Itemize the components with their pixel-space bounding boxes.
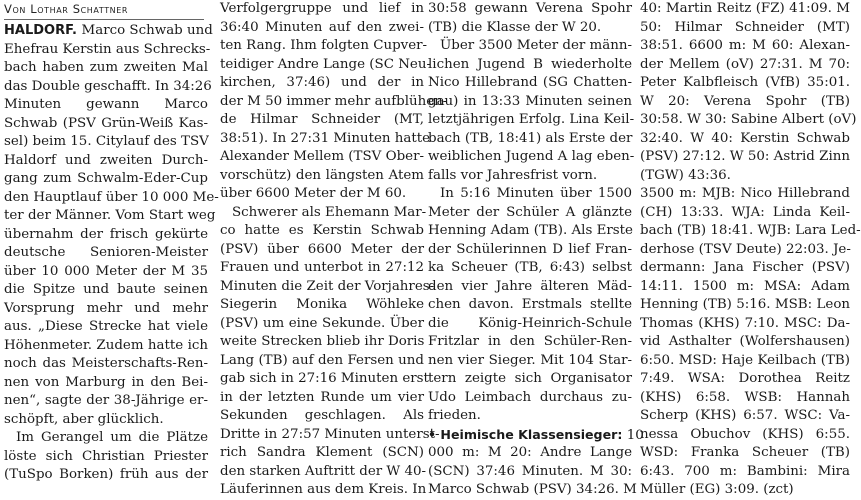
line-text: Läuferinnen aus dem Kreis. In [220,482,427,497]
text-line [4,244,208,263]
line-text: letztjährigen Erfolg. Lina Keil- [428,112,635,127]
text-line [220,259,424,278]
text-line [220,148,424,167]
text-line [220,389,424,408]
text-line [4,318,208,337]
line-text: Henning Adam (TB). Als Erste [428,223,633,238]
text-line [4,133,208,152]
line-text: (CH) 13:33. WJA: Linda Keil- [640,204,850,220]
line-text: ter der Männer. Vom Start weg [4,208,216,223]
line-text: lichen Jugend B wiederholte [428,56,632,72]
text-line [428,444,632,463]
text-line [640,259,850,278]
text-line [640,463,850,482]
text-line [4,448,208,467]
line-text: derhose (TSV Deute) 22:03. Je- [640,241,851,257]
line-text: nen von Marburg in den Bei- [4,374,208,390]
line-text: 40: Martin Reitz (FZ) 41:09. M [640,1,850,16]
line-text: 50: Hilmar Schneider (MT) [640,19,850,35]
line-text: teidiger Andre Lange (SC Neu- [220,56,431,72]
text-line [220,426,440,445]
text-line [640,370,850,389]
text-line [4,411,208,430]
line-text: ka Scheuer (TB, 6:43) selbst [428,260,632,275]
line-text: Schwerer als Ehemann Mar- [232,204,427,220]
text-line [220,167,424,186]
text-line [220,93,448,112]
line-text: Verfolgergruppe und lief in [220,1,424,16]
text-line [640,352,850,371]
line-text: (TB) die Klasse der W 20. [428,19,602,35]
line-text: falls vor Jahresfrist vorn. [428,167,598,183]
text-line [220,130,431,149]
text-line [640,278,850,297]
line-text: Thomas (KHS) 7:10. MSC: Da- [640,315,850,331]
line-text: bach (TB) 18:41. WJB: Lara Led- [640,223,861,238]
line-text: den starken Auftritt der W 40- [220,463,427,479]
text-line [640,0,850,19]
text-line [640,222,861,241]
line-text: frieden. [428,408,481,423]
line-text: W 20: Verena Spohr (TB) [640,93,850,109]
line-text: vorschütz) den längsten Atem [220,167,424,183]
text-line [220,111,424,130]
line-text: Schwab (PSV Grün-Weiß Kas- [4,115,208,131]
text-line [220,407,424,426]
text-line [640,389,850,408]
line-text: Haldorf und zweiten Durch- [4,152,208,168]
line-text: ten Rang. Ihm folgten Cupver- [220,38,428,53]
text-line [428,352,632,371]
line-text: kirchen, 37:46) und der in [220,75,424,90]
article-column-4 [640,0,861,500]
text-line [640,148,850,167]
line-text: (TGW) 43:36. [640,167,731,183]
line-text: der Schülerinnen D lief Fran- [428,241,632,257]
dateline: HALDORF. [4,23,82,38]
article-column-2 [220,0,448,500]
line-text: (PSV) über 6600 Meter der [220,241,424,257]
text-line [428,426,644,445]
line-text: über 10 000 Meter der M 35 [4,263,208,279]
text-line [640,315,850,334]
article-column-1 [4,22,219,485]
line-text: 6:43. 700 m: Bambini: Mira [640,463,850,479]
text-line [428,370,632,389]
line-text: schöpft, aber glücklich. [4,411,164,427]
line-text: 38:51). In 27:31 Minuten hatte [220,130,431,146]
text-line [4,392,208,411]
line-text: Ehefrau Kerstin aus Schrecks- [4,41,211,57]
text-line [640,19,850,38]
line-text: WSD: Franka Scheuer (TB) [640,445,850,460]
text-line [4,466,208,485]
line-text: gau) in 13:33 Minuten seinen [428,93,632,109]
text-line [4,115,208,134]
line-text: Vorsprung mehr und mehr [4,300,208,316]
text-line [4,41,211,60]
text-line [4,355,208,374]
article-column-3 [428,0,644,500]
line-text: Lang (TB) auf den Fersen und [220,352,424,368]
line-text: der Mellem (oV) 27:31. M 70: [640,56,850,72]
text-line [640,241,850,260]
line-text: (PSV) um eine Sekunde. Über [220,315,424,331]
text-line [220,74,424,93]
line-text: Siegerin Monika Wöhleke [220,297,424,312]
text-line [428,74,632,93]
line-text: noch das Meisterschafts-Ren- [4,356,208,371]
line-text: Frauen und unterbot in 27:12 [220,260,424,275]
text-line [220,185,424,204]
text-line [220,352,424,371]
text-line [428,481,637,500]
text-line [428,19,632,38]
line-text: dermann: Jana Fischer (PSV) [640,260,850,275]
line-text: sel) beim 15. Citylauf des TSV [4,134,209,149]
line-text: In 5:16 Minuten über 1500 [440,186,632,201]
line-text: Marco Schwab (PSV) 34:26. M [428,482,637,497]
line-text: bach haben zum zweiten Mal [4,60,208,75]
line-text: Sekunden geschlagen. Als [220,408,424,423]
text-line [428,37,632,56]
line-text: 6:50. MSD: Haje Keilbach (TB) [640,352,850,368]
text-line [220,19,424,38]
text-line [640,426,850,445]
text-line [220,37,428,56]
text-line [4,281,208,300]
line-text: 36:40 Minuten auf den zwei- [220,19,424,35]
text-line [220,481,427,500]
text-line [428,333,632,352]
line-text: löste sich Christian Priester [4,448,208,464]
line-text: Henning (TB) 5:16. MSB: Leon [640,297,850,312]
text-line [4,59,208,78]
text-line [640,444,850,463]
text-line [220,278,435,297]
line-text: das Double geschafft. In 34:26 [4,78,212,94]
line-text: Müller (EG) 3:09. (zct) [640,482,794,497]
text-line [640,204,850,223]
line-text: 30:58. W 30: Sabine Albert (oV) [640,112,857,127]
text-line [428,463,632,482]
text-line [640,481,850,500]
text-line [4,226,208,245]
text-line [4,78,212,97]
line-text: in der letzten Runde um vier [220,389,424,405]
text-line [640,407,850,426]
line-text: aus. „Diese Strecke hat viele [4,319,208,334]
line-text: 000 m: M 20: Andre Lange [428,445,632,460]
text-line [4,96,208,115]
text-line [428,93,632,112]
text-line [428,259,632,278]
line-text: übernahm der frisch gekürte [4,226,208,242]
line-text: nessa Obuchov (KHS) 6:55. [640,426,850,442]
line-text: Marco Schwab und [81,23,213,38]
text-line [220,444,424,463]
text-line [640,74,850,93]
line-text: rich Sandra Klement (SCN) [220,445,424,460]
text-line [428,278,632,297]
text-line [220,204,427,223]
text-line [428,56,632,75]
text-line [220,0,424,19]
line-text: 30:58 gewann Verena Spohr [428,1,632,16]
text-line [428,111,635,130]
line-text: de Hilmar Schneider (MT, [220,112,424,127]
text-line [4,337,208,356]
line-text: Minuten die Zeit der Vorjahres- [220,278,435,294]
text-line [220,315,424,334]
line-text: 3500 m: MJB: Nico Hillebrand [640,186,850,201]
line-text: 10 [626,427,644,443]
line-text: Nico Hillebrand (SG Chatten- [428,75,632,90]
text-line [640,130,850,149]
line-text: chen davon. Erstmals stellte [428,297,632,312]
text-line [428,241,632,260]
line-text: 32:40. W 40: Kerstin Schwab [640,130,850,146]
line-text: nen“, sagte der 38-Jährige er- [4,393,208,408]
line-text: (PSV) 27:12. W 50: Astrid Zinn [640,149,850,164]
text-line [428,130,632,149]
author-byline: Von Lothar Schattner [4,2,204,20]
line-text: Minuten gewann Marco [4,97,208,112]
text-line [4,170,208,189]
line-text: Fritzlar in den Schüler-Ren- [428,334,632,349]
text-line [640,56,850,75]
text-line [220,370,429,389]
line-text: 7:49. WSA: Dorothea Reitz [640,371,850,386]
line-text: Höhenmeter. Zudem hatte ich [4,337,208,353]
text-line [428,185,632,204]
text-line [4,374,208,393]
line-text: Peter Kalbfleisch (VfB) 35:01. [640,75,850,90]
line-text: vid Asthalter (Wolfershausen) [640,334,850,349]
text-line [640,167,850,186]
text-line [220,241,424,260]
text-line [640,185,850,204]
line-text: 14:11. 1500 m: MSA: Adam [640,278,850,294]
text-line [4,263,208,282]
text-line [220,296,424,315]
line-text: co hatte es Kerstin Schwab [220,223,424,238]
text-line [220,56,431,75]
line-text: gab sich in 27:16 Minuten erst [220,371,429,386]
line-text: tern zeigte sich Organisator [428,371,632,386]
line-text: Im Gerangel um die Plätze [16,430,208,445]
text-line [428,204,632,223]
text-line [4,300,208,319]
line-text: über 6600 Meter der M 60. [220,186,407,201]
line-text: den Hauptlauf über 10 000 Me- [4,189,219,205]
line-text: (KHS) 6:58. WSB: Hannah [640,389,850,405]
text-line [640,93,850,112]
text-line [640,111,857,130]
text-line [428,148,635,167]
line-text: die Spitze und baute seinen [4,282,208,297]
text-line [4,152,208,171]
line-text: bach (TB, 18:41) als Erste der [428,130,633,146]
line-text: gang zum Schwalm-Eder-Cup [4,171,208,186]
line-text: Dritte in 27:57 Minuten unterst- [220,426,440,442]
line-text: Alexander Mellem (TSV Ober- [220,149,424,164]
text-line [4,429,208,448]
text-line [220,222,424,241]
text-line [220,333,424,352]
line-text: Udo Leimbach durchaus zu- [428,389,632,405]
text-line [640,296,850,315]
text-line [428,315,632,334]
line-text: deutsche Senioren-Meister [4,245,208,260]
results-heading: • Heimische Klassensieger: [428,426,627,442]
text-line [4,189,219,208]
line-text: (SCN) 37:46 Minuten. M 30: [428,463,632,479]
line-text: die König-Heinrich-Schule [428,315,632,331]
line-text: (TuSpo Borken) früh aus der [4,467,208,482]
line-text: der M 50 immer mehr aufblühen- [220,93,448,109]
line-text: den vier Jahre älteren Mäd- [428,278,632,294]
text-line [428,167,632,186]
text-line [4,22,213,41]
line-text: Über 3500 Meter der männ- [440,38,632,53]
line-text: Meter der Schüler A glänzte [428,204,632,220]
text-line [220,463,427,482]
text-line [428,222,632,241]
text-line [428,0,632,19]
text-line [428,296,632,315]
text-line [640,37,850,56]
text-line [428,389,632,408]
line-text: weite Strecken blieb ihr Doris [220,334,425,349]
line-text: weiblichen Jugend A lag eben- [428,149,635,164]
text-line [640,333,850,352]
line-text: nen vier Sieger. Mit 104 Star- [428,352,632,368]
text-line [4,207,216,226]
line-text: 38:51. 6600 m: M 60: Alexan- [640,38,850,53]
text-line [428,407,632,426]
line-text: Scherp (KHS) 6:57. WSC: Va- [640,408,850,423]
